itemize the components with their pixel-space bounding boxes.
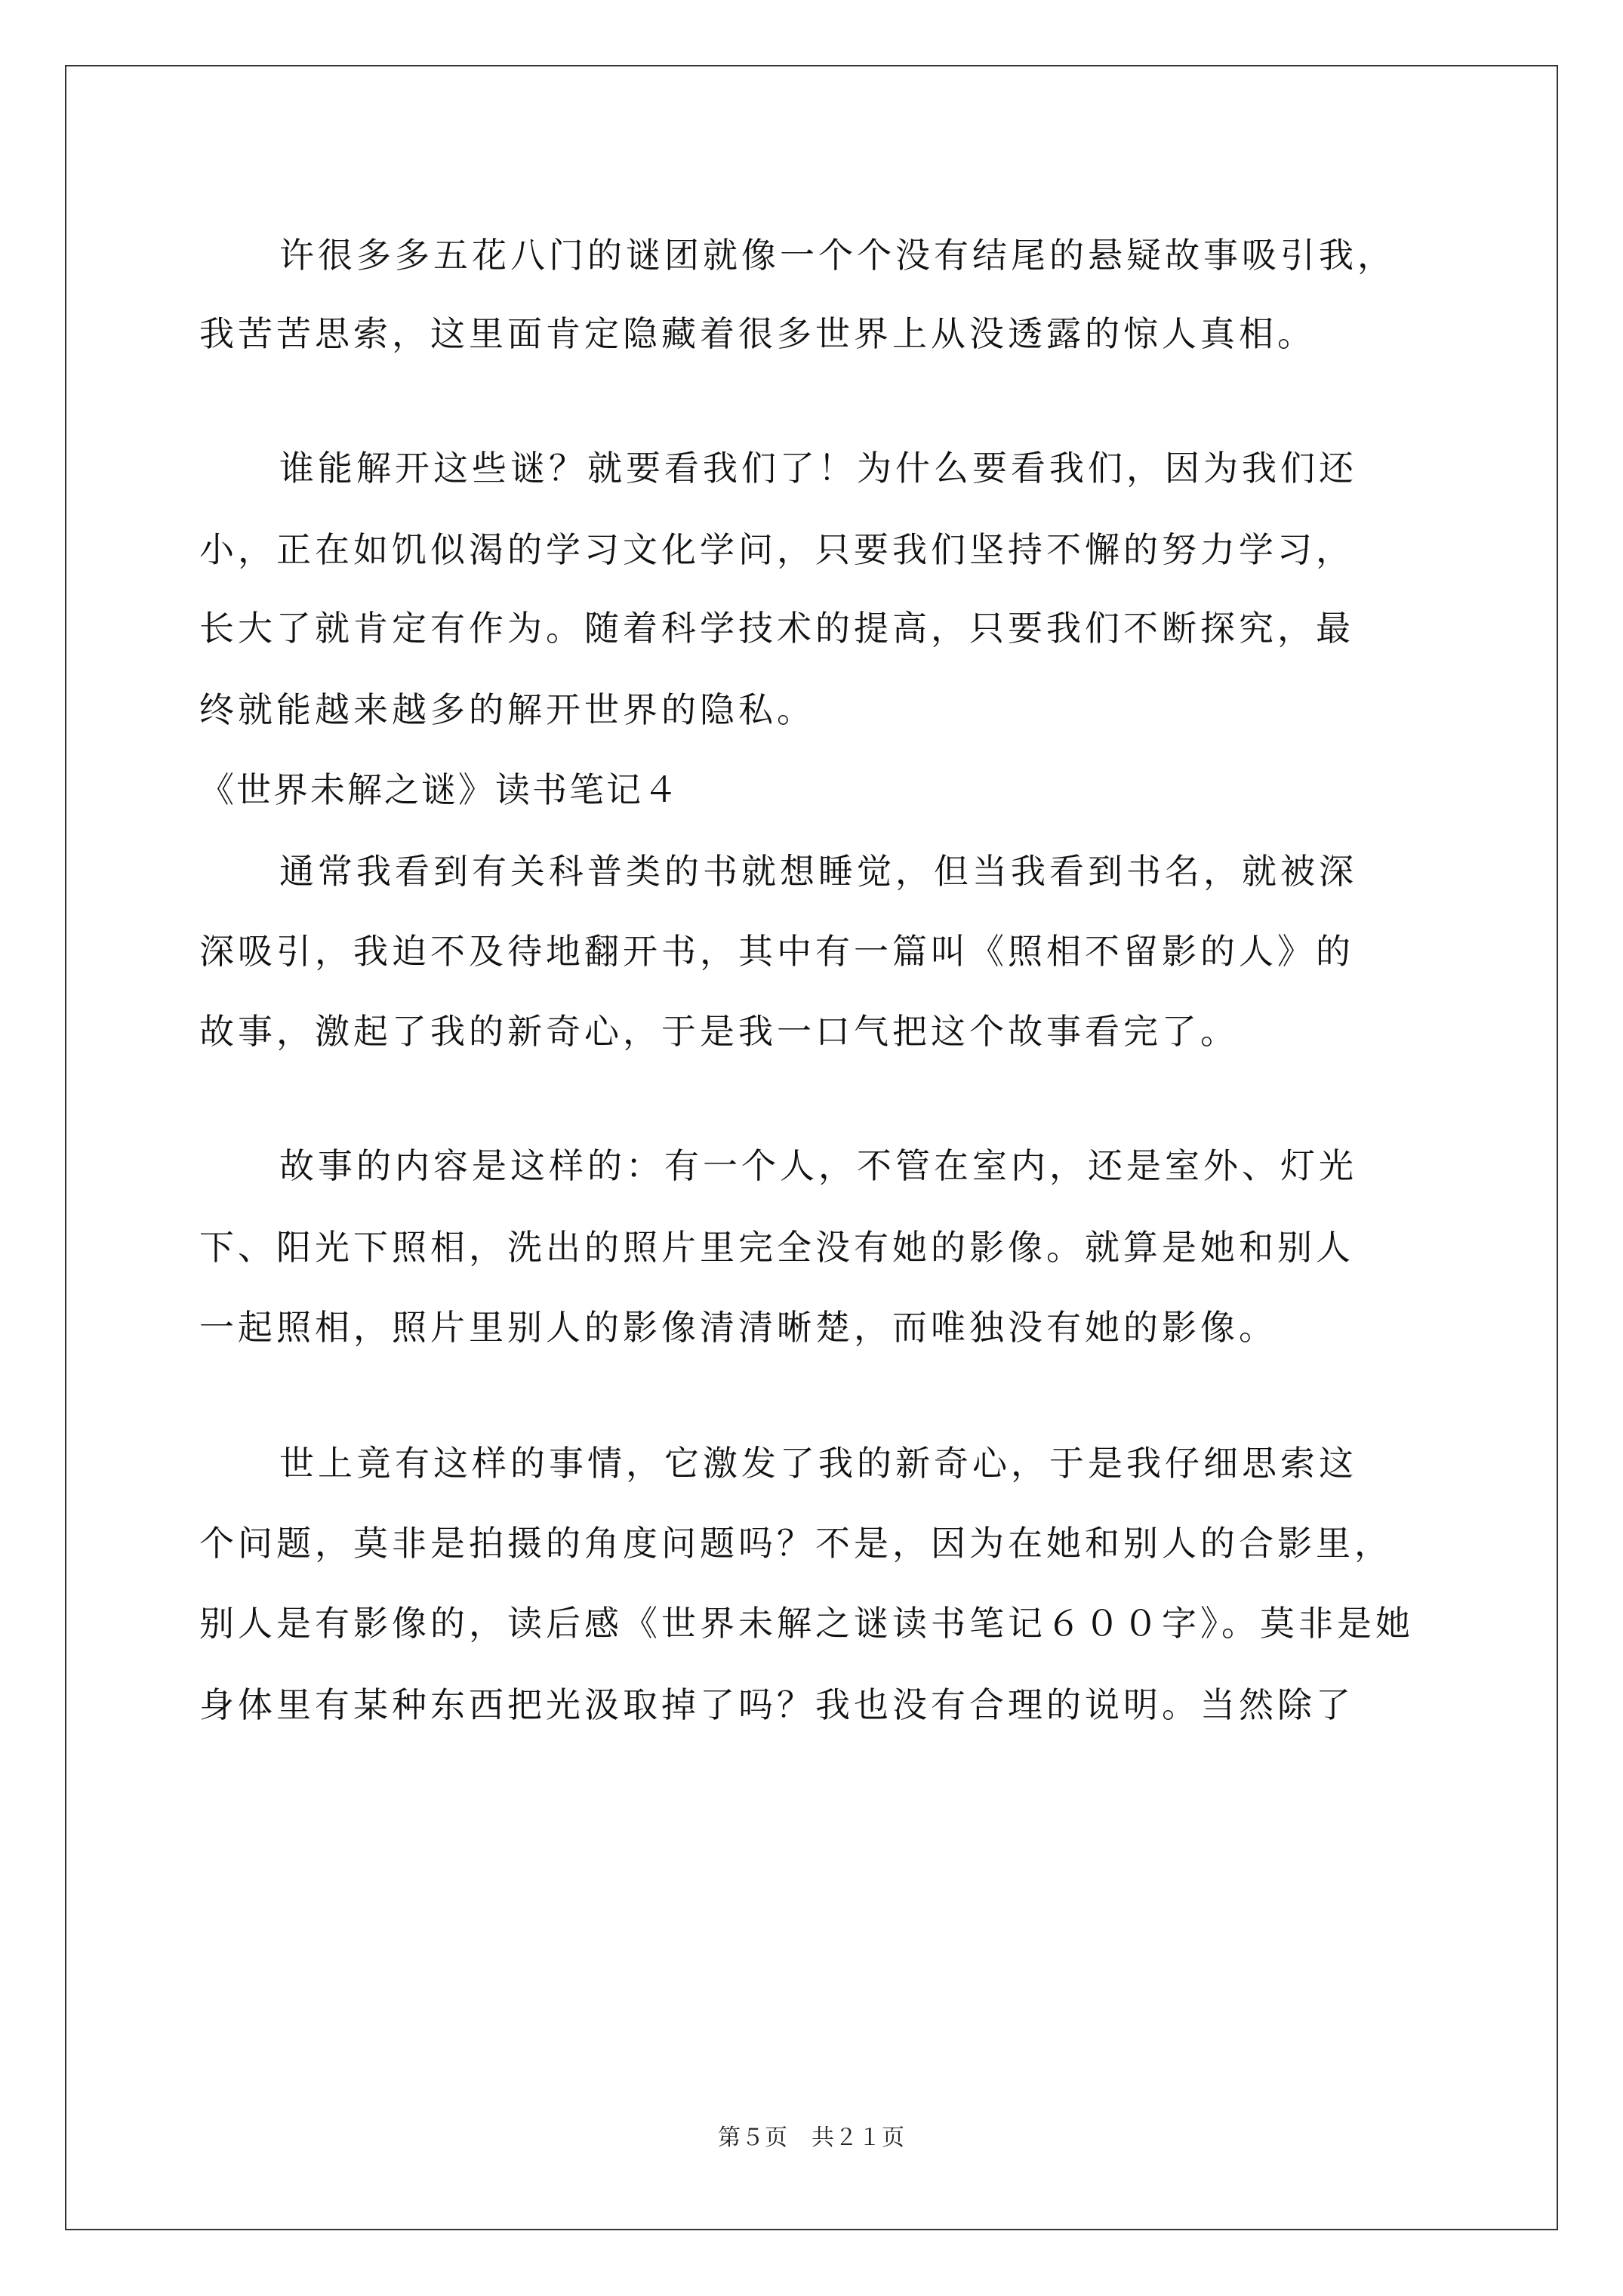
text-line: 下、阳光下照相，洗出的照片里完全没有她的影像。就算是她和别人	[199, 1227, 1354, 1268]
text-line: 身体里有某种东西把光汲取掉了吗？我也没有合理的说明。当然除了	[199, 1684, 1354, 1725]
text-line: 一起照相，照片里别人的影像清清晰楚，而唯独没有她的影像。	[199, 1307, 1277, 1348]
text-line: 故事，激起了我的新奇心，于是我一口气把这个故事看完了。	[199, 1011, 1239, 1052]
text-line: 小，正在如饥似渴的学习文化学问，只要我们坚持不懈的努力学习，	[199, 529, 1354, 570]
text-line: 故事的内容是这样的：有一个人，不管在室内，还是室外、灯光	[279, 1145, 1357, 1186]
text-line: 深吸引，我迫不及待地翻开书，其中有一篇叫《照相不留影的人》的	[199, 931, 1354, 972]
text-line: 谁能解开这些谜？就要看我们了！为什么要看我们，因为我们还	[279, 448, 1357, 488]
text-line: 世上竟有这样的事情，它激发了我的新奇心，于是我仔细思索这	[279, 1443, 1357, 1484]
section-heading: 《世界未解之谜》读书笔记４	[199, 769, 680, 810]
text-line: 个问题，莫非是拍摄的角度问题吗？不是，因为在她和别人的合影里，	[199, 1523, 1393, 1564]
text-line: 通常我看到有关科普类的书就想睡觉，但当我看到书名，就被深	[279, 851, 1357, 892]
text-line: 许很多多五花八门的谜团就像一个个没有结尾的悬疑故事吸引我，	[279, 235, 1396, 276]
text-line: 我苦苦思索，这里面肯定隐藏着很多世界上从没透露的惊人真相。	[199, 313, 1316, 354]
page-number: 第５页 共２１页	[718, 2125, 905, 2151]
text-line: 终就能越来越多的解开世界的隐私。	[199, 689, 815, 730]
text-line: 别人是有影像的，读后感《世界未解之谜读书笔记６００字》。莫非是她	[199, 1603, 1414, 1644]
text-line: 长大了就肯定有作为。随着科学技术的提高，只要我们不断探究，最	[199, 608, 1354, 649]
